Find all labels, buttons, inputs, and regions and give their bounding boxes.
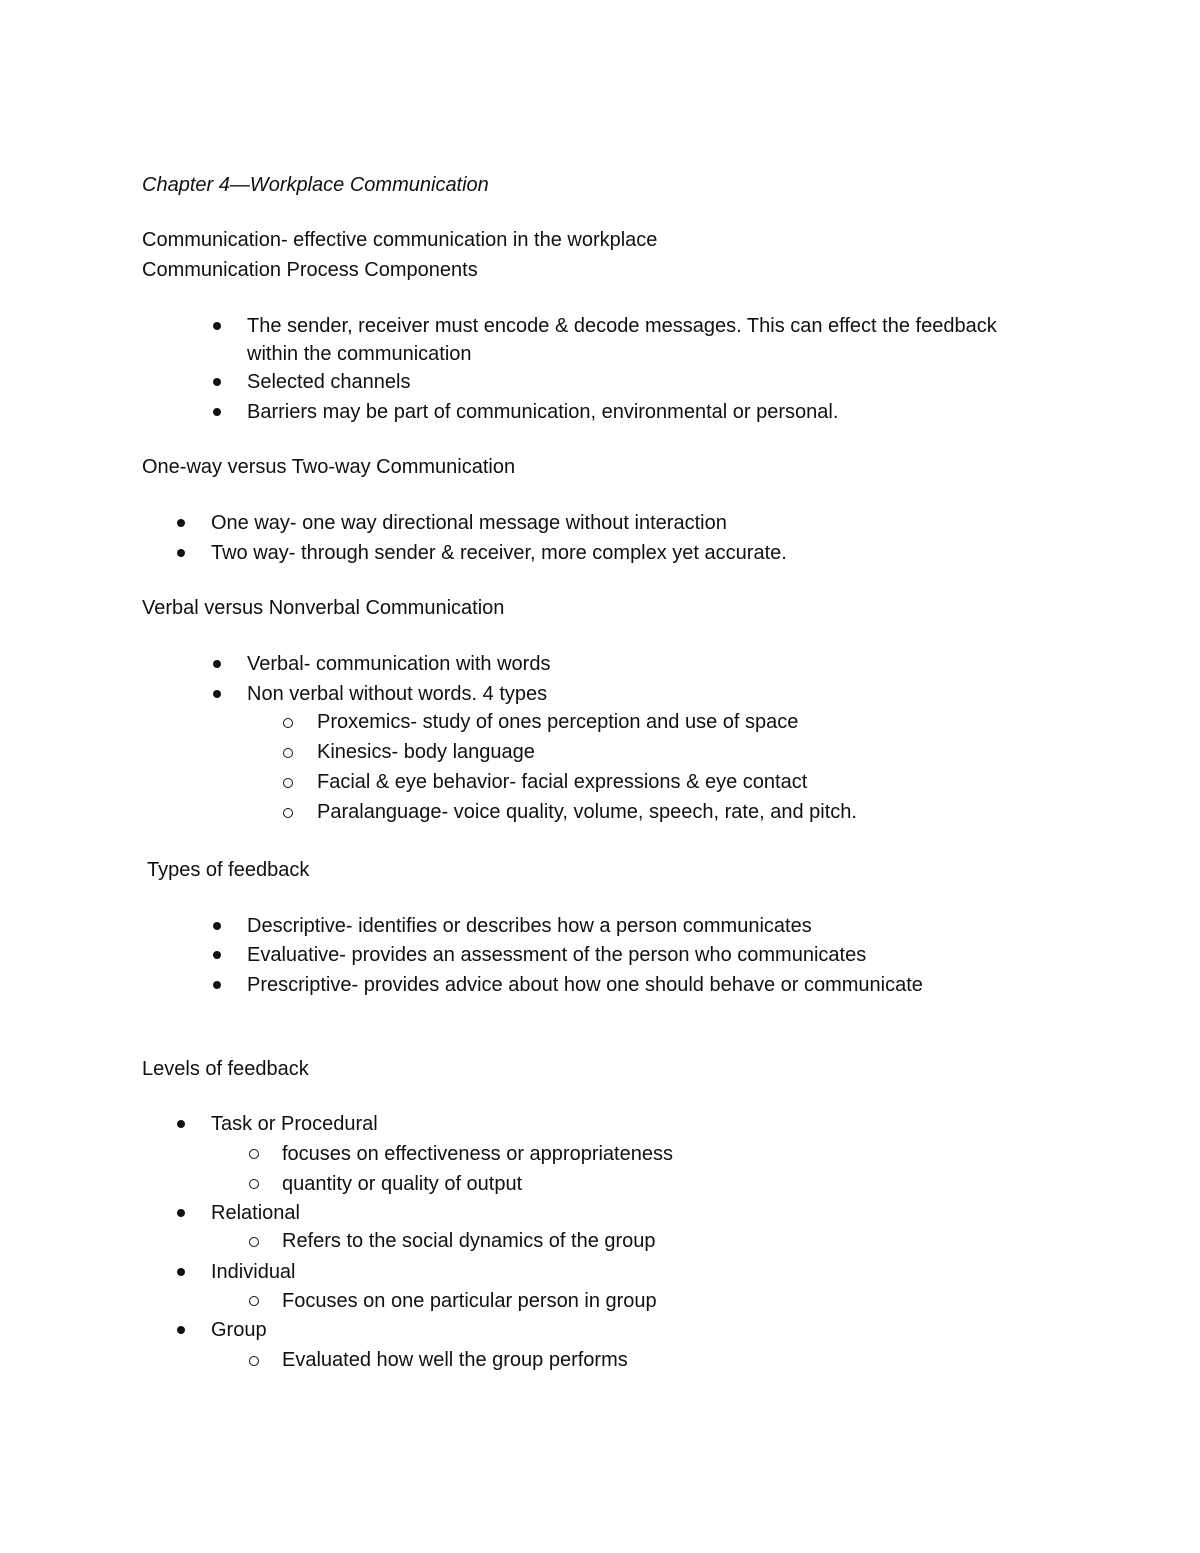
sub-list-item: Proxemics- study of ones perception and use of space xyxy=(317,711,799,733)
bullet-icon xyxy=(177,549,185,557)
bullet-icon xyxy=(177,1268,185,1276)
bullet-icon xyxy=(213,660,221,668)
sub-list-item: Focuses on one particular person in group xyxy=(282,1290,657,1312)
sub-bullet-icon xyxy=(249,1149,259,1159)
bullet-icon xyxy=(177,519,185,527)
sub-bullet-icon xyxy=(283,808,293,818)
sub-bullet-icon xyxy=(283,748,293,758)
list-item: Individual xyxy=(211,1261,296,1283)
list-item: Verbal- communication with words xyxy=(247,653,551,675)
intro-line: Communication- effective communication in the workplace xyxy=(142,229,658,251)
sub-bullet-icon xyxy=(249,1179,259,1189)
list-item: Two way- through sender & receiver, more complex yet accurate. xyxy=(211,542,787,564)
bullet-icon xyxy=(213,378,221,386)
section-heading-process: Communication Process Components xyxy=(142,259,478,281)
bullet-icon xyxy=(213,322,221,330)
sub-list-item: Evaluated how well the group performs xyxy=(282,1349,628,1371)
sub-list-item: quantity or quality of output xyxy=(282,1173,523,1195)
section-heading-verbal: Verbal versus Nonverbal Communication xyxy=(142,597,505,619)
sub-bullet-icon xyxy=(249,1237,259,1247)
list-item: Task or Procedural xyxy=(211,1113,378,1135)
list-item: One way- one way directional message without interaction xyxy=(211,512,727,534)
sub-bullet-icon xyxy=(283,718,293,728)
sub-bullet-icon xyxy=(283,778,293,788)
bullet-icon xyxy=(213,951,221,959)
bullet-icon xyxy=(213,408,221,416)
sub-list-item: Refers to the social dynamics of the group xyxy=(282,1230,656,1252)
list-item: Prescriptive- provides advice about how one should behave or communicate xyxy=(247,974,923,996)
sub-list-item: Facial & eye behavior- facial expressions & eye contact xyxy=(317,771,808,793)
bullet-icon xyxy=(213,690,221,698)
bullet-icon xyxy=(213,981,221,989)
list-item-continuation: within the communication xyxy=(247,343,472,365)
list-item: Barriers may be part of communication, environmental or personal. xyxy=(247,401,839,423)
list-item: The sender, receiver must encode & decode messages. This can effect the feedback xyxy=(247,315,997,337)
bullet-icon xyxy=(213,922,221,930)
section-heading-levels-feedback: Levels of feedback xyxy=(142,1058,309,1080)
bullet-icon xyxy=(177,1209,185,1217)
sub-list-item: Paralanguage- voice quality, volume, speech, rate, and pitch. xyxy=(317,801,857,823)
list-item: Group xyxy=(211,1319,267,1341)
section-heading-types-feedback: Types of feedback xyxy=(147,859,310,881)
bullet-icon xyxy=(177,1326,185,1334)
sub-list-item: focuses on effectiveness or appropriateness xyxy=(282,1143,673,1165)
list-item: Evaluative- provides an assessment of the person who communicates xyxy=(247,944,867,966)
page-title: Chapter 4—Workplace Communication xyxy=(142,174,489,196)
bullet-icon xyxy=(177,1120,185,1128)
sub-bullet-icon xyxy=(249,1296,259,1306)
list-item: Relational xyxy=(211,1202,300,1224)
list-item: Selected channels xyxy=(247,371,411,393)
section-heading-one-two-way: One-way versus Two-way Communication xyxy=(142,456,516,478)
sub-bullet-icon xyxy=(249,1356,259,1366)
list-item: Non verbal without words. 4 types xyxy=(247,683,548,705)
list-item: Descriptive- identifies or describes how a person communicates xyxy=(247,915,812,937)
sub-list-item: Kinesics- body language xyxy=(317,741,535,763)
